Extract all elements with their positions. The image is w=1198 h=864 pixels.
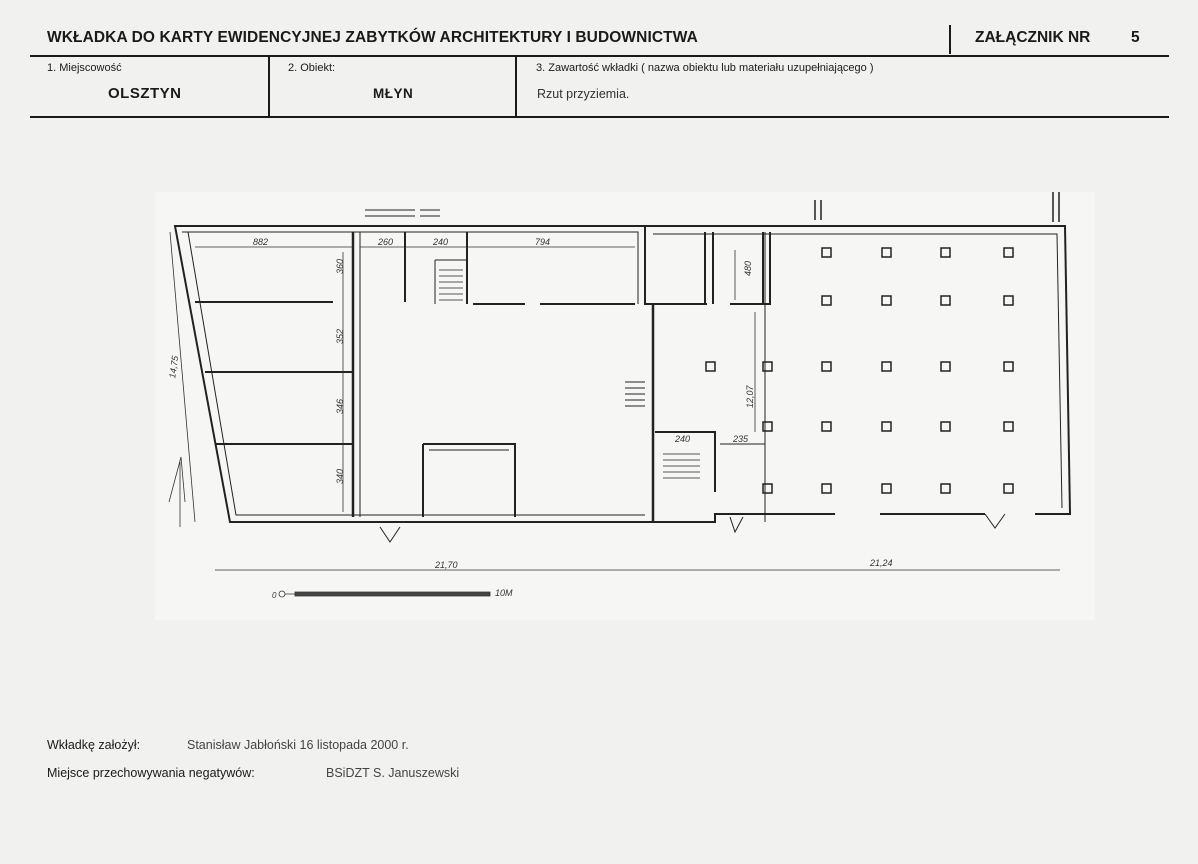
dim-360: 360 xyxy=(335,258,345,274)
dim-240a: 240 xyxy=(433,237,449,247)
dim-260: 260 xyxy=(378,237,394,247)
locality-label: 1. Miejscowość xyxy=(47,62,122,74)
dim-2124: 21,24 xyxy=(870,558,893,568)
content-label: 3. Zawartość wkładki ( nazwa obiektu lub materiału uzupełniającego ) xyxy=(536,62,874,74)
dim-882: 882 xyxy=(253,237,269,247)
dim-2170: 21,70 xyxy=(435,560,458,570)
locality-value: OLSZTYN xyxy=(108,85,182,102)
object-label: 2. Obiekt: xyxy=(288,62,336,74)
dim-346: 346 xyxy=(335,398,345,414)
dim-340: 340 xyxy=(335,468,345,484)
dim-480: 480 xyxy=(743,260,753,276)
founder-value: Stanisław Jabłoński 16 listopada 2000 r. xyxy=(187,738,409,752)
card-title: WKŁADKA DO KARTY EWIDENCYJNEJ ZABYTKÓW ARCHITEKTURY I BUDOWNICTWA xyxy=(47,29,698,46)
scale-end: 10M xyxy=(495,588,513,598)
dim-235: 235 xyxy=(733,434,749,444)
dim-1475: 14,75 xyxy=(167,355,181,379)
floor-plan-drawing xyxy=(155,192,1095,620)
dim-352: 352 xyxy=(335,328,345,344)
floor-plan xyxy=(155,192,1095,620)
scale-start: 0 xyxy=(272,591,277,600)
founder-label: Wkładkę założył: xyxy=(47,738,141,752)
dim-1207: 12,07 xyxy=(745,385,755,408)
annex-number: 5 xyxy=(1131,29,1140,46)
negatives-value: BSiDZT S. Januszewski xyxy=(326,766,460,780)
fields-rule xyxy=(30,116,1169,118)
negatives-label: Miejsce przechowywania negatywów: xyxy=(47,766,255,780)
annex-label: ZAŁĄCZNIK NR xyxy=(975,29,1091,46)
dim-794: 794 xyxy=(535,237,551,247)
dim-240b: 240 xyxy=(675,434,691,444)
header-rule xyxy=(30,55,1169,57)
object-value: MŁYN xyxy=(373,86,414,101)
field-divider-1 xyxy=(268,56,270,117)
field-divider-2 xyxy=(515,56,517,117)
header-divider xyxy=(949,25,951,54)
content-value: Rzut przyziemia. xyxy=(537,87,630,101)
